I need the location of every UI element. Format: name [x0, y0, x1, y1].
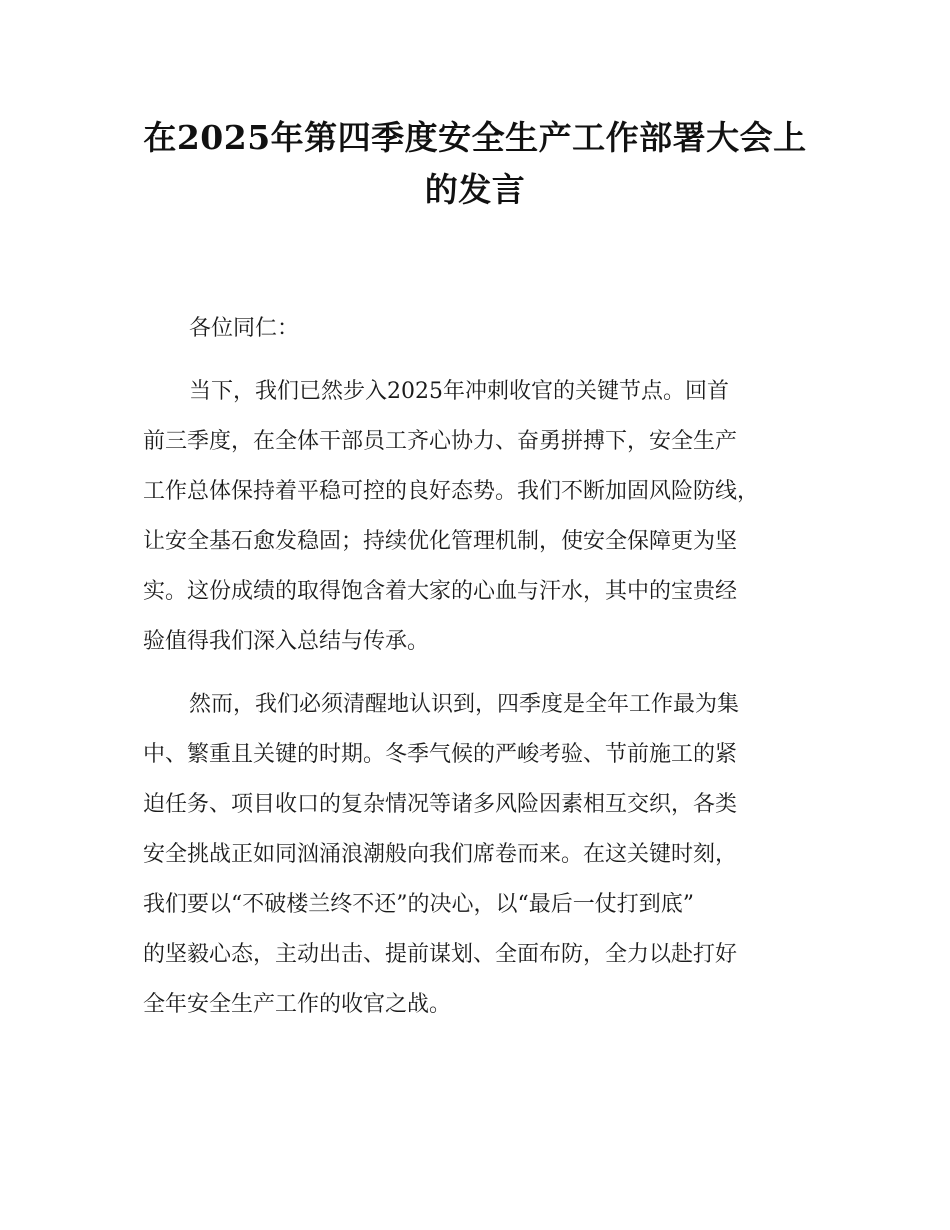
paragraph-2-line-3: 迫任务、项目收口的复杂情况等诸多风险因素相互交织，各类	[143, 792, 738, 817]
paragraph-2	[143, 680, 833, 1030]
paragraph-2-line-4: 安全挑战正如同汹涌浪潮般向我们席卷而来。在这关键时刻，	[143, 842, 738, 867]
paragraph-1-line-2: 前三季度，在全体干部员工齐心协力、奋勇拼搏下，安全生产	[143, 429, 738, 454]
paragraph-2-line-1: 然而，我们必须清醒地认识到，四季度是全年工作最为集	[189, 692, 740, 717]
paragraph-2-line-6: 的坚毅心态，主动出击、提前谋划、全面布防，全力以赴打好	[143, 942, 738, 967]
paragraph-2-line-7: 全年安全生产工作的收官之战。	[143, 992, 452, 1017]
title-line-2: 的发言	[424, 170, 526, 209]
paragraph-2-line-2: 中、繁重且关键的时期。冬季气候的严峻考验、节前施工的紧	[143, 742, 738, 767]
salutation: 各位同仁：	[189, 316, 300, 341]
paragraph-1-line-1: 当下，我们已然步入2025年冲刺收官的关键节点。回首	[189, 379, 729, 404]
paragraph-1-line-6: 验值得我们深入总结与传承。	[143, 629, 430, 654]
document-title	[120, 112, 830, 216]
paragraph-1-line-3: 工作总体保持着平稳可控的良好态势。我们不断加固风险防线，	[143, 479, 760, 504]
paragraph-1-line-4: 让安全基石愈发稳固；持续优化管理机制，使安全保障更为坚	[143, 529, 738, 554]
paragraph-1	[143, 367, 833, 667]
title-line-1: 在2025年第四季度安全生产工作部署大会上	[143, 118, 807, 157]
document-body	[143, 304, 833, 1030]
paragraph-1-line-5: 实。这份成绩的取得饱含着大家的心血与汗水，其中的宝贵经	[143, 579, 738, 604]
paragraph-2-line-5: 我们要以“不破楼兰终不还”的决心，以“最后一仗打到底”	[143, 892, 694, 917]
